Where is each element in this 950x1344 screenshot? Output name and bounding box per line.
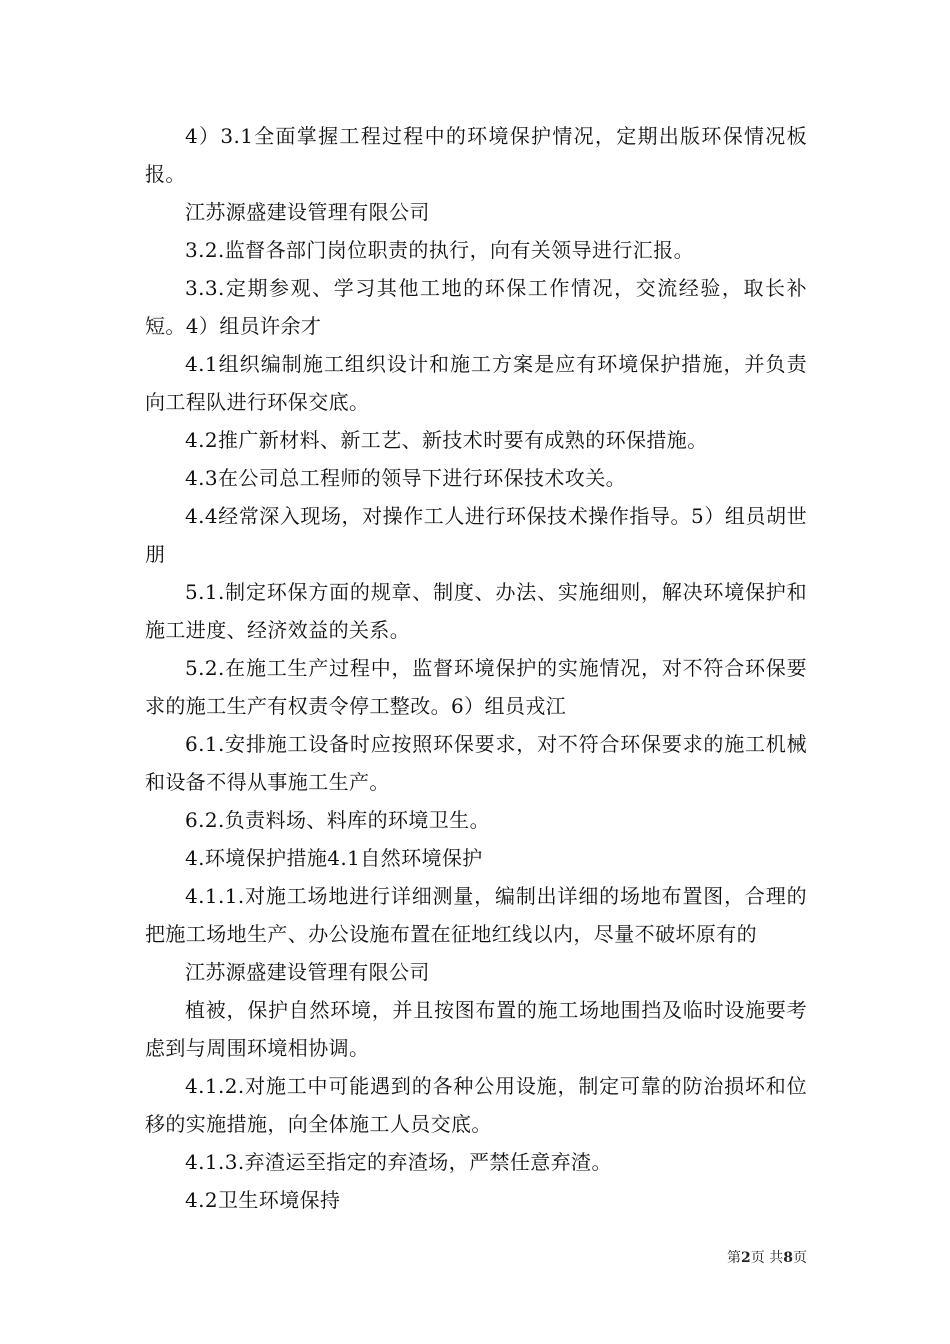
- paragraph: 3.3.定期参观、学习其他工地的环保工作情况，交流经验，取长补短。4）组员许余才: [145, 276, 807, 338]
- footer-suffix: 页: [793, 1250, 807, 1266]
- paragraph: 4.1.2.对施工中可能遇到的各种公用设施，制定可靠的防治损坏和位移的实施措施，向全体施工人员交底。: [145, 1074, 807, 1136]
- paragraph: 4.1.1.对施工场地进行详细测量，编制出详细的场地布置图，合理的把施工场地生产、办公设施布置在征地红线以内，尽量不破坏原有的: [145, 884, 807, 946]
- paragraph: 4.1组织编制施工组织设计和施工方案是应有环境保护措施，并负责向工程队进行环保交底。: [145, 352, 807, 414]
- paragraph: 3.2.监督各部门岗位职责的执行，向有关领导进行汇报。: [185, 238, 694, 262]
- paragraph: 6.2.负责料场、料库的环境卫生。: [185, 808, 490, 832]
- paragraph: 植被，保护自然环境，并且按图布置的施工场地围挡及临时设施要考虑到与周围环境相协调。: [145, 998, 807, 1060]
- document-body: [145, 117, 807, 1219]
- section-heading: 4.环境保护措施4.1自然环境保护: [185, 846, 483, 870]
- footer-prefix: 第: [727, 1250, 742, 1266]
- paragraph: 5.1.制定环保方面的规章、制度、办法、实施细则，解决环境保护和施工进度、经济效益的关系。: [145, 580, 807, 642]
- company-header: 江苏源盛建设管理有限公司: [185, 960, 430, 984]
- paragraph: 4.1.3.弃渣运至指定的弃渣场，严禁任意弃渣。: [185, 1150, 612, 1174]
- paragraph: 4.2推广新材料、新工艺、新技术时要有成熟的环保措施。: [185, 428, 708, 452]
- paragraph: 4.3在公司总工程师的领导下进行环保技术攻关。: [185, 466, 627, 490]
- section-heading: 4.2卫生环境保持: [185, 1188, 341, 1212]
- page-total: 8: [783, 1250, 793, 1266]
- paragraph: 6.1.安排施工设备时应按照环保要求，对不符合环保要求的施工机械和设备不得从事施工生产。: [145, 732, 807, 794]
- paragraph: 5.2.在施工生产过程中，监督环境保护的实施情况，对不符合环保要求的施工生产有权责令停工整改。6）组员戎江: [145, 656, 807, 718]
- paragraph: 4）3.1全面掌握工程过程中的环境保护情况，定期出版环保情况板报。: [145, 124, 807, 186]
- paragraph: 4.4经常深入现场，对操作工人进行环保技术操作指导。5）组员胡世朋: [145, 504, 807, 566]
- page-number: 2: [741, 1250, 751, 1266]
- page-footer: [0, 1247, 807, 1267]
- company-header: 江苏源盛建设管理有限公司: [185, 200, 430, 224]
- footer-middle: 页 共: [750, 1250, 784, 1266]
